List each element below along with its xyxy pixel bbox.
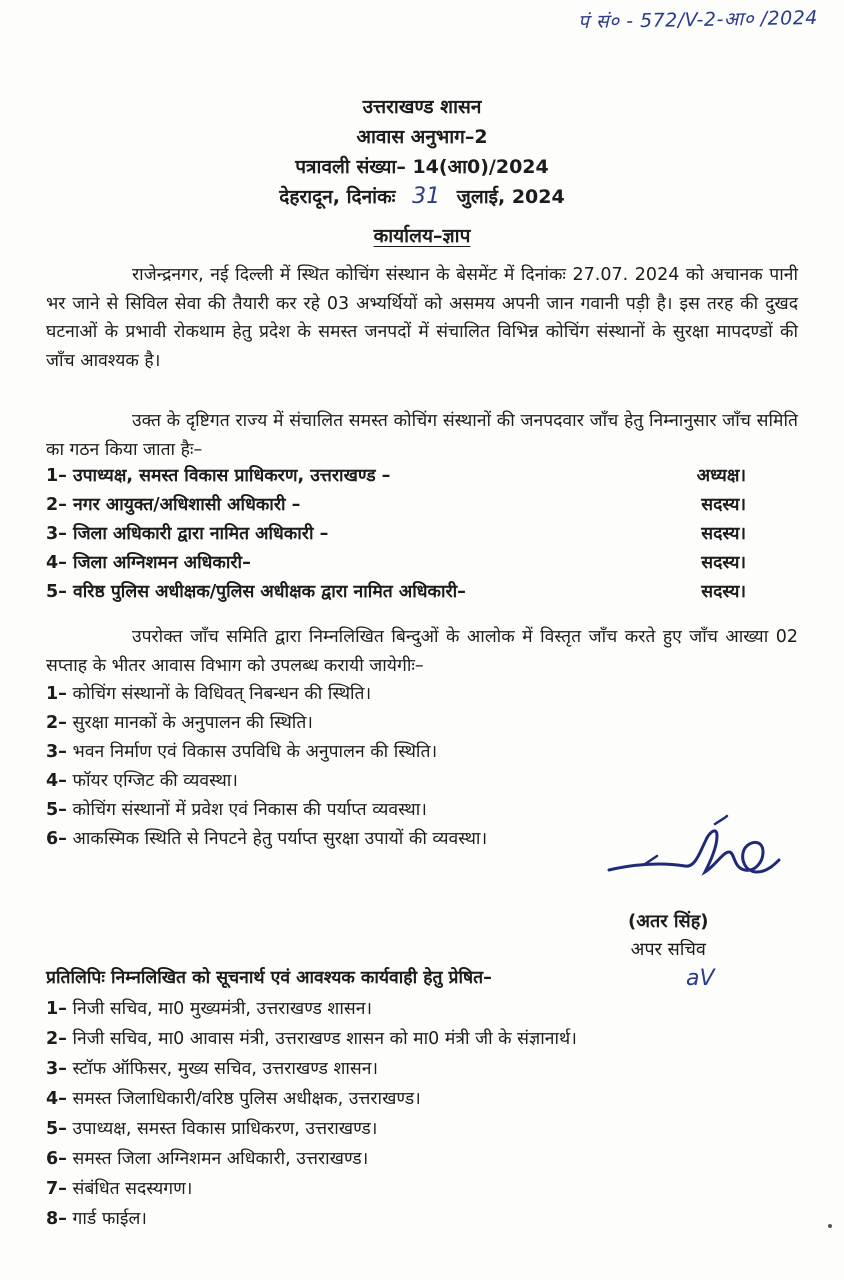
list-item: 1– कोचिंग संस्थानों के विधिवत् निबन्धन की स्थिति। (46, 684, 372, 704)
memo-title-text: कार्यालय–ज्ञाप (373, 225, 471, 247)
place-date (0, 182, 844, 212)
signatory-name: (अतर सिंह) (628, 911, 709, 932)
list-item: 5– कोचिंग संस्थानों में प्रवेश एवं निकास की पर्याप्त व्यवस्था। (46, 800, 427, 820)
committee-member: 4– जिला अग्निशमन अधिकारी– सदस्य। (46, 549, 746, 578)
list-item: 3– स्टॉफ ऑफिसर, मुख्य सचिव, उत्तराखण्ड शासन। (46, 1059, 379, 1079)
handwritten-date-day: 31 (412, 184, 441, 209)
signatory-block (628, 908, 708, 964)
handwritten-signature (605, 812, 785, 892)
member-role: अध्यक्ष। (696, 466, 746, 486)
list-item: 4– समस्त जिलाधिकारी/वरिष्ठ पुलिस अधीक्षक, उत्तराखण्ड। (46, 1089, 421, 1109)
member-role: सदस्य। (701, 524, 746, 544)
paragraph-inquiry-points-intro: उपरोक्त जाँच समिति द्वारा निम्नलिखित बिन्दुओं के आलोक में विस्तृत जाँच करते हुए जाँच आख्या 02 सप्ताह के भीतर आवास विभाग को उपलब्ध करायी जायेगीः– (46, 627, 798, 676)
list-item: 5– उपाध्यक्ष, समस्त विकास प्राधिकरण, उत्तराखण्ड। (46, 1119, 378, 1139)
committee-member: 1– उपाध्यक्ष, समस्त विकास प्राधिकरण, उत्तराखण्ड – अध्यक्ष। (46, 462, 746, 491)
member-role: सदस्य। (701, 553, 746, 573)
memo-title (0, 222, 844, 248)
list-item: 2– निजी सचिव, मा0 आवास मंत्री, उत्तराखण्ड शासन को मा0 मंत्री जी के संज्ञानार्थ। (46, 1029, 577, 1049)
handwritten-reference-number: पं सं० - 572/V-2-आ० /2024 (577, 6, 819, 34)
committee-member: 2– नगर आयुक्त/अधिशासी अधिकारी – सदस्य। (46, 491, 746, 520)
paragraph-committee-intro: उक्त के दृष्टिगत राज्य में संचालित समस्त कोचिंग संस्थानों की जनपदवार जाँच हेतु निम्नानुसार जाँच समिति का गठन किया जाता हैः– (46, 411, 798, 460)
stray-mark (828, 1224, 832, 1228)
committee-list (46, 462, 746, 607)
date-suffix: जुलाई, 2024 (456, 186, 565, 208)
committee-member: 3– जिला अधिकारी द्वारा नामित अधिकारी – सदस्य। (46, 520, 746, 549)
member-role: सदस्य। (701, 582, 746, 602)
list-item: 8– गार्ड फाईल। (46, 1209, 147, 1229)
paragraph-incident: राजेन्द्रनगर, नई दिल्ली में स्थित कोचिंग संस्थान के बेसमेंट में दिनांकः 27.07. 2024 को अचानक पानी भर जाने से सिविल सेवा की तैयारी कर रहे 03 अभ्यर्थियों को असमय अपनी जान गवानी पड़ी है। इस तरह की दुखद घटनाओं के प्रभावी रोकथाम हेतु प्रदेश के समस्त जनपदों में संचालित विभिन्न कोचिंग संस्थानों के सुरक्षा मापदण्डों की जाँच आवश्यक है। (46, 265, 798, 371)
list-item: 3– भवन निर्माण एवं विकास उपविधि के अनुपालन की स्थिति। (46, 742, 438, 762)
government-name: उत्तराखण्ड शासन (362, 96, 482, 118)
copy-to-heading: प्रतिलिपिः निम्नलिखित को सूचनार्थ एवं आवश्यक कार्यवाही हेतु प्रेषित– (46, 968, 492, 988)
letter-header (0, 92, 844, 212)
date-prefix: देहरादून, दिनांकः (279, 186, 396, 208)
list-item: 6– आकस्मिक स्थिति से निपटने हेतु पर्याप्त सुरक्षा उपायों की व्यवस्था। (46, 829, 488, 849)
list-item: 6– समस्त जिला अग्निशमन अधिकारी, उत्तराखण्ड। (46, 1149, 369, 1169)
copy-to-list (46, 994, 806, 1234)
list-item: 4– फॉयर एग्जिट की व्यवस्था। (46, 771, 238, 791)
committee-member: 5– वरिष्ठ पुलिस अधीक्षक/पुलिस अधीक्षक द्वारा नामित अधिकारी– सदस्य। (46, 578, 746, 607)
section-name: आवास अनुभाग–2 (356, 126, 488, 148)
list-item: 1– निजी सचिव, मा0 मुख्यमंत्री, उत्तराखण्ड शासन। (46, 999, 373, 1019)
file-number: पत्रावली संख्या– 14(आ0)/2024 (295, 156, 549, 178)
member-role: सदस्य। (701, 495, 746, 515)
list-item: 7– संबंधित सदस्यगण। (46, 1179, 193, 1199)
signatory-designation: अपर सचिव (630, 939, 706, 960)
handwritten-initials: aV (686, 966, 715, 991)
list-item: 2– सुरक्षा मानकों के अनुपालन की स्थिति। (46, 713, 313, 733)
